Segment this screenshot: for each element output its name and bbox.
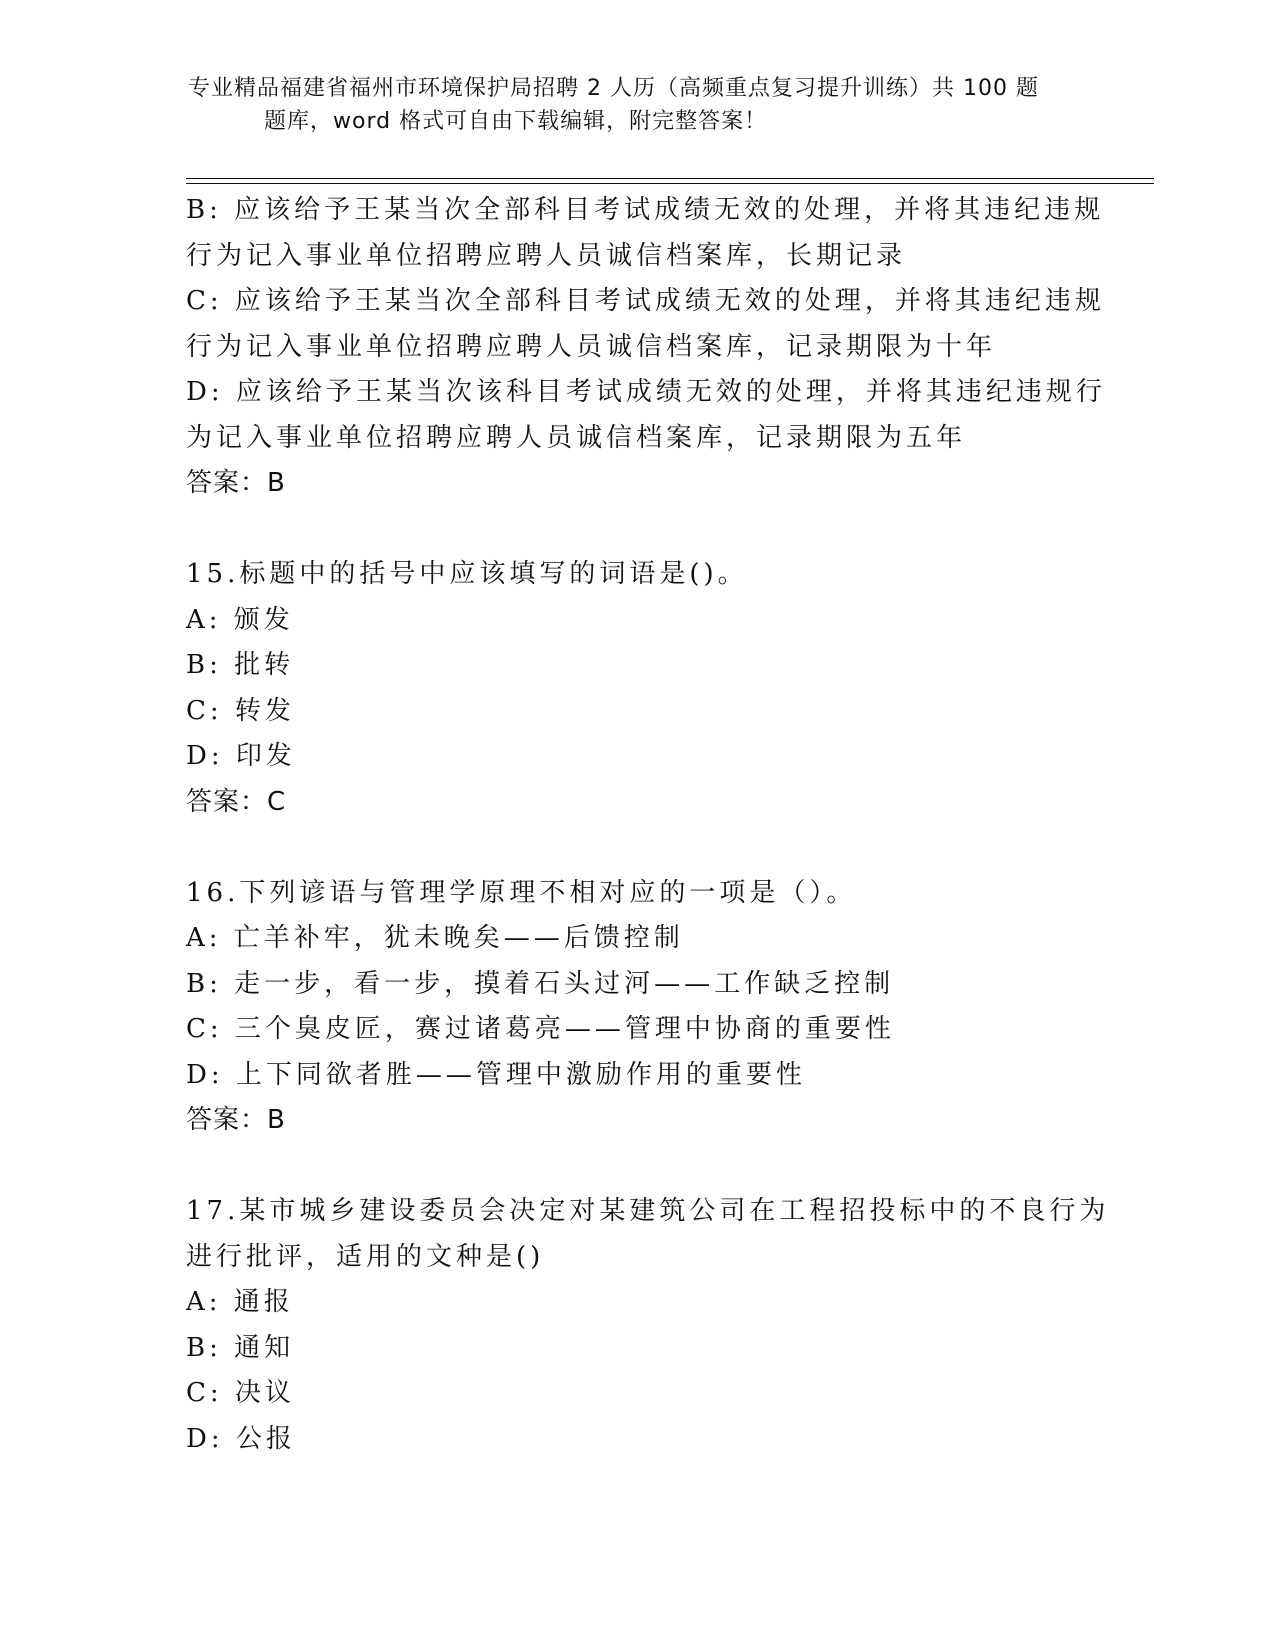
header-title-line-1: 专业精品福建省福州市环境保护局招聘 2 人历（高频重点复习提升训练）共 100 题 xyxy=(188,76,1039,101)
question-text: 15.标题中的括号中应该填写的词语是()。 xyxy=(186,559,748,589)
option-c: C: 三个臭皮匠，赛过诸葛亮——管理中协商的重要性 xyxy=(186,1014,895,1044)
option-c-line-2: 行为记入事业单位招聘应聘人员诚信档案库，记录期限为十年 xyxy=(186,331,997,362)
option-c: C: 转发 xyxy=(186,695,295,726)
answer-line: 答案：C xyxy=(186,786,287,817)
option-a: A: 通报 xyxy=(186,1287,294,1317)
question-text: 16.下列谚语与管理学原理不相对应的一项是（）。 xyxy=(186,877,857,908)
question-17 xyxy=(186,1189,1110,1462)
answer-line: 答案：B xyxy=(186,1105,286,1135)
option-d-line-2: 为记入事业单位招聘应聘人员诚信档案库，记录期限为五年 xyxy=(186,422,967,453)
option-a: A: 亡羊补牢，犹未晚矣——后馈控制 xyxy=(186,923,684,953)
option-b-line-1: B: 应该给予王某当次全部科目考试成绩无效的处理，并将其违纪违规 xyxy=(186,195,1105,225)
question-16 xyxy=(186,871,1086,1144)
document-body xyxy=(186,188,1110,1462)
header-title-line-2: 题库，word 格式可自由下载编辑，附完整答案！ xyxy=(264,109,768,134)
spacer xyxy=(186,1144,1086,1190)
spacer xyxy=(186,507,1086,553)
option-a: A: 颁发 xyxy=(186,604,294,635)
option-d: D: 印发 xyxy=(186,741,296,771)
option-b-line-2: 行为记入事业单位招聘应聘人员诚信档案库，长期记录 xyxy=(186,240,907,271)
answer-line: 答案：B xyxy=(186,468,286,498)
option-b: B: 通知 xyxy=(186,1332,295,1363)
option-d: D: 公报 xyxy=(186,1423,296,1454)
option-c: C: 决议 xyxy=(186,1378,295,1408)
document-header xyxy=(188,72,1088,138)
option-c-line-1: C: 应该给予王某当次全部科目考试成绩无效的处理，并将其违纪违规 xyxy=(186,286,1105,316)
question-text-line-2: 进行批评，适用的文种是() xyxy=(186,1241,545,1272)
question-14-continued xyxy=(186,188,1106,507)
question-text-line-1: 17.某市城乡建设委员会决定对某建筑公司在工程招投标中的不良行为 xyxy=(186,1196,1110,1226)
spacer xyxy=(186,825,1086,871)
option-d: D: 上下同欲者胜——管理中激励作用的重要性 xyxy=(186,1059,806,1090)
header-divider-bottom xyxy=(186,183,1154,184)
header-divider-top xyxy=(186,178,1154,179)
option-d-line-1: D: 应该给予王某当次该科目考试成绩无效的处理，并将其违纪违规行 xyxy=(186,377,1106,407)
option-b: B: 走一步，看一步，摸着石头过河——工作缺乏控制 xyxy=(186,968,895,999)
option-b: B: 批转 xyxy=(186,650,295,680)
question-15 xyxy=(186,552,1086,825)
